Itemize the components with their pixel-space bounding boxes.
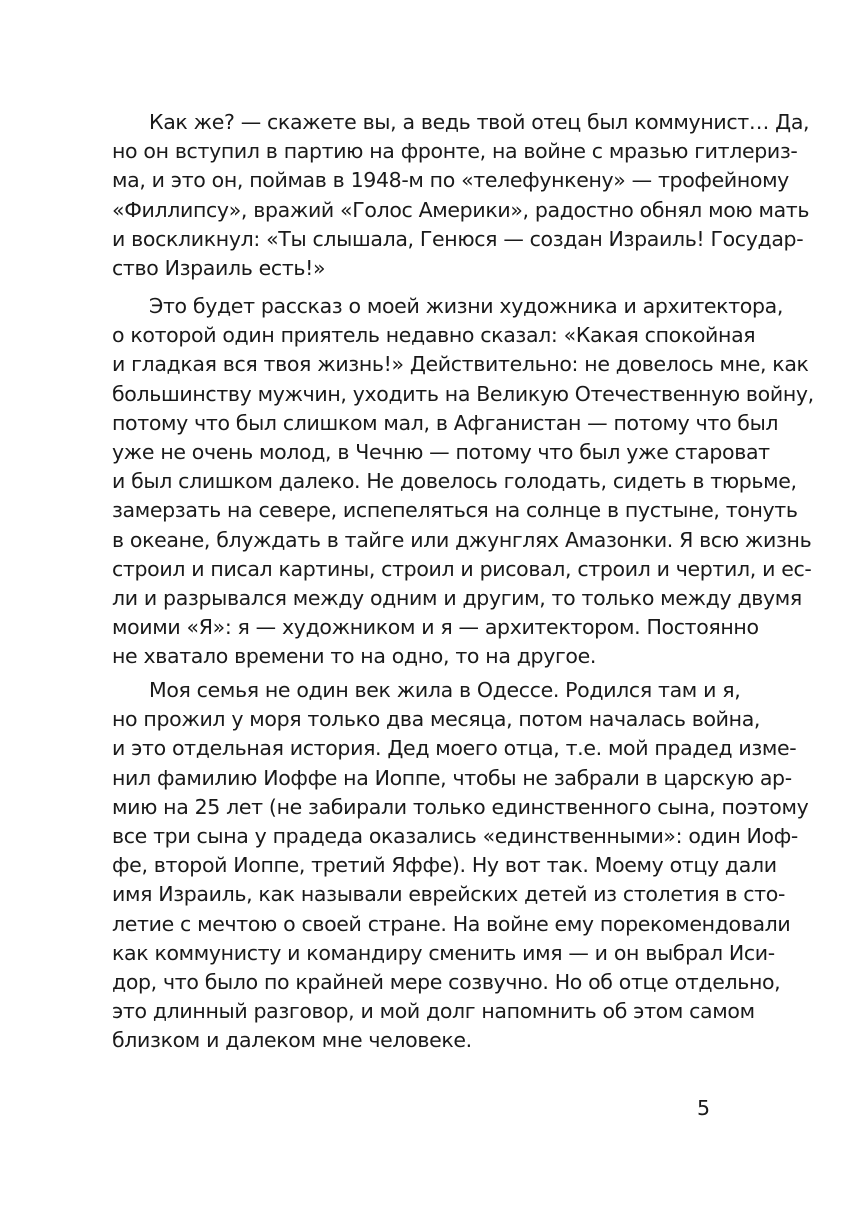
text-line: и воскликнул: «Ты слышала, Генюся — создан Израиль! Государ- bbox=[112, 226, 804, 251]
text-line: летие с мечтою о своей стране. На войне ему порекомендовали bbox=[112, 911, 791, 936]
text-line: близком и далеком мне человеке. bbox=[112, 1028, 472, 1053]
text-line: о которой один приятель недавно сказал: «Какая спокойная bbox=[112, 323, 756, 348]
text-line: ство Израиль есть!» bbox=[112, 255, 326, 280]
text-line: «Филлипсу», вражий «Голос Америки», радостно обнял мою мать bbox=[112, 197, 810, 222]
text-line: Моя семья не один век жила в Одессе. Родился там и я, bbox=[149, 678, 741, 702]
text-line: Это будет рассказ о моей жизни художника и архитектора, bbox=[149, 294, 784, 318]
text-line: строил и писал картины, строил и рисовал, строил и чертил, и ес- bbox=[112, 556, 812, 581]
text-line: все три сына у прадеда оказались «единственными»: один Иоф- bbox=[112, 823, 798, 848]
text-line: это длинный разговор, и мой долг напомнить об этом самом bbox=[112, 999, 755, 1024]
text-line: моими «Я»: я — художником и я — архитектором. Постоянно bbox=[112, 615, 759, 640]
text-line: но он вступил в партию на фронте, на войне с мразью гитлериз- bbox=[112, 139, 798, 164]
text-line: и был слишком далеко. Не довелось голодать, сидеть в тюрьме, bbox=[112, 469, 797, 494]
text-line: дор, что было по крайней мере созвучно. Но об отце отдельно, bbox=[112, 969, 781, 994]
paragraph-2 bbox=[112, 292, 814, 671]
page-number: 5 bbox=[696, 1096, 710, 1120]
paragraph-1 bbox=[112, 108, 810, 283]
text-line: мию на 25 лет (не забирали только единственного сына, поэтому bbox=[112, 794, 809, 819]
text-line: потому что был слишком мал, в Афганистан — потому что был bbox=[112, 410, 779, 435]
text-line: большинству мужчин, уходить на Великую Отечественную войну, bbox=[112, 381, 814, 406]
text-line: Как же? — скажете вы, а ведь твой отец был коммунист… Да, bbox=[149, 110, 810, 134]
text-line: фе, второй Иоппе, третий Яффе). Ну вот так. Моему отцу дали bbox=[112, 853, 777, 878]
text-line: ма, и это он, поймав в 1948-м по «телефункену» — трофейному bbox=[112, 168, 789, 193]
text-line: в океане, блуждать в тайге или джунглях Амазонки. Я всю жизнь bbox=[112, 527, 812, 552]
text-line: уже не очень молод, в Чечню — потому что был уже староват bbox=[112, 439, 770, 464]
text-line: нил фамилию Иоффе на Иоппе, чтобы не забрали в царскую ар- bbox=[112, 765, 792, 790]
text-line: имя Израиль, как называли еврейских детей из столетия в сто- bbox=[112, 882, 785, 907]
paragraph-3 bbox=[112, 676, 809, 1055]
text-line: и гладкая вся твоя жизнь!» Действительно: не довелось мне, как bbox=[112, 352, 809, 377]
text-line: и это отдельная история. Дед моего отца, т.е. мой прадед изме- bbox=[112, 736, 797, 761]
text-line: ли и разрывался между одним и другим, то только между двумя bbox=[112, 585, 802, 610]
text-line: как коммунисту и командиру сменить имя — и он выбрал Иси- bbox=[112, 940, 775, 965]
text-line: замерзать на севере, испепеляться на солнце в пустыне, тонуть bbox=[112, 498, 798, 523]
text-line: не хватало времени то на одно, то на другое. bbox=[112, 644, 597, 669]
text-line: но прожил у моря только два месяца, потом началась война, bbox=[112, 707, 761, 732]
